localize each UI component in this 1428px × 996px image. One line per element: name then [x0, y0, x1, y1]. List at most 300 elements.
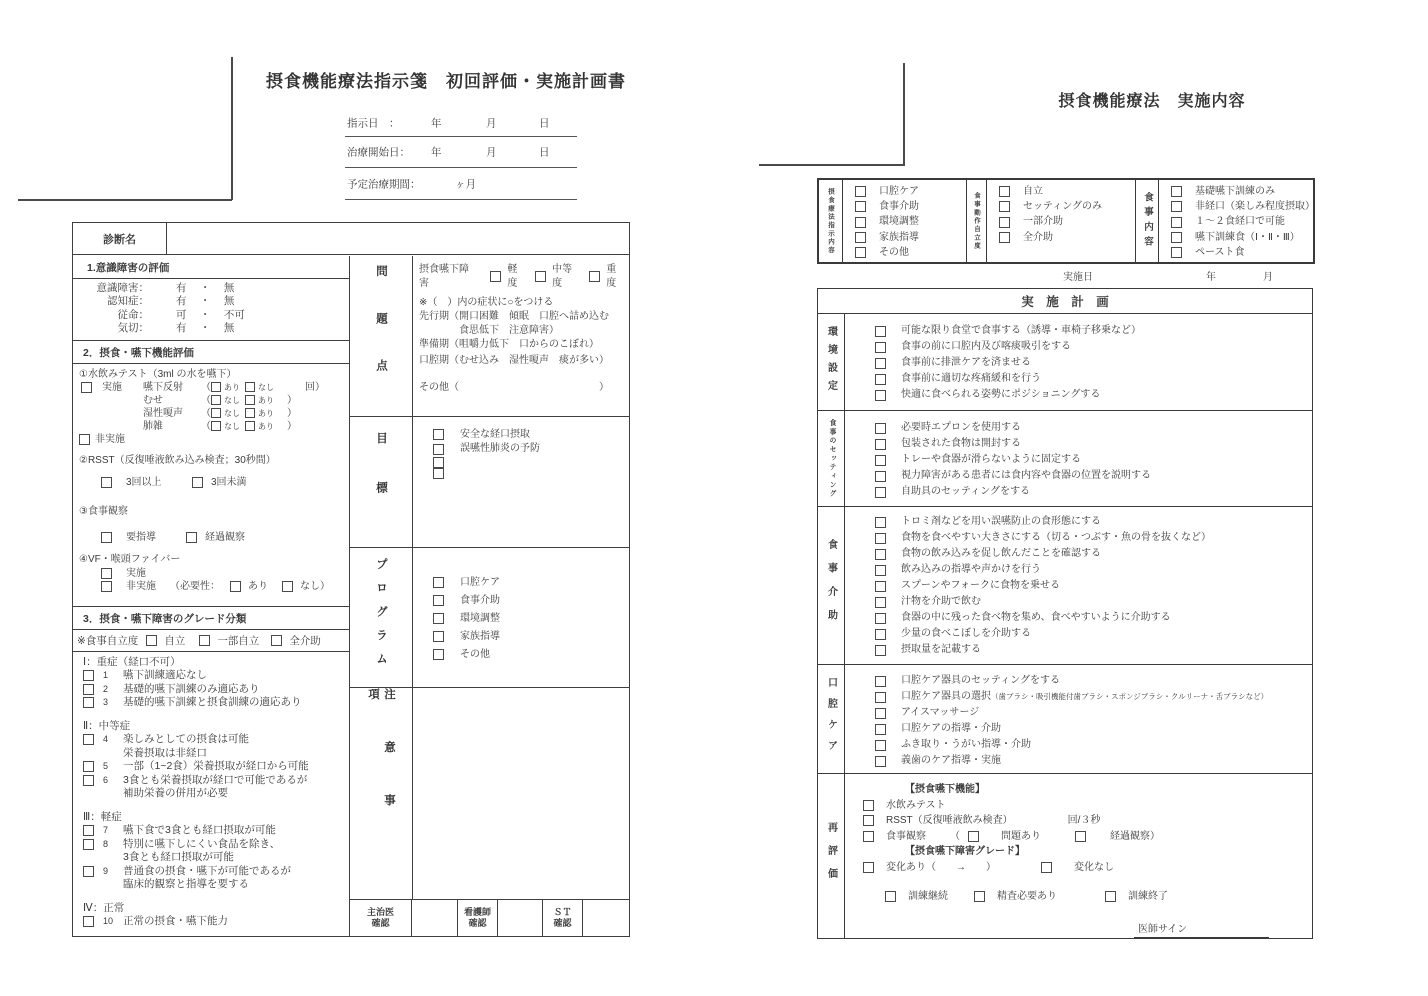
- checklist-item: [1171, 230, 1313, 245]
- checklist-item: [875, 371, 1312, 387]
- checkbox[interactable]: [875, 676, 886, 687]
- reeval-item: RSST（反復唾液飲み検査）: [886, 815, 1013, 826]
- meal-setting-checklist: [845, 411, 1312, 500]
- checklist-item-label: 一部介助: [1023, 216, 1063, 228]
- change-option: 変化なし: [1074, 861, 1114, 873]
- checkbox[interactable]: [433, 631, 444, 642]
- reeval-option: 経過観察）: [1110, 830, 1160, 842]
- checklist-item: [855, 214, 966, 229]
- rsst-title: ②RSST（反復唾液飲み込み検査；30秒間）: [79, 454, 276, 466]
- checkbox[interactable]: [146, 635, 157, 646]
- checkbox[interactable]: [589, 271, 600, 282]
- checkbox[interactable]: [1171, 186, 1182, 197]
- checklist-item-label: 口腔ケア器具の選択（歯ブラシ・吸引機能付歯ブラシ・スポンジブラシ・クルリーナ・舌ブラシなど）: [901, 691, 1269, 702]
- checkbox[interactable]: [974, 891, 985, 902]
- independence-prefix: ※食事自立度: [77, 634, 139, 647]
- checklist-item-label: 必要時エプロンを使用する: [901, 422, 1021, 433]
- checkbox[interactable]: [83, 839, 94, 850]
- month-label: 月: [486, 117, 497, 129]
- checkbox[interactable]: [81, 382, 92, 393]
- checkbox[interactable]: [1075, 831, 1086, 842]
- severity-option: 軽度: [507, 263, 518, 289]
- checklist-item-label: ふき取り・うがい指導・介助: [901, 739, 1031, 750]
- checkbox[interactable]: [855, 247, 866, 258]
- checkbox[interactable]: [83, 866, 94, 877]
- checkbox[interactable]: [863, 862, 874, 873]
- left-corner-mark-horizontal: [18, 199, 232, 201]
- right-corner-mark-vertical: [903, 63, 905, 165]
- checklist-item: [855, 199, 966, 214]
- checklist-item: [1171, 184, 1313, 199]
- section3-header: 3．摂食・嚥下障害のグレード分類: [73, 607, 349, 630]
- checklist-item: [433, 442, 629, 457]
- checkbox[interactable]: [433, 457, 444, 468]
- checklist-item: [875, 705, 1312, 721]
- checkbox[interactable]: [875, 740, 886, 751]
- paren: ）: [287, 394, 297, 406]
- checkbox[interactable]: [875, 692, 886, 703]
- meal-observation-title: ③食事観察: [79, 505, 128, 517]
- checkbox[interactable]: [863, 800, 874, 811]
- row-options[interactable]: 有 ・ 無: [176, 295, 235, 307]
- day-label: 日: [539, 117, 550, 129]
- checkbox[interactable]: [433, 444, 444, 455]
- checkbox[interactable]: [271, 635, 282, 646]
- checklist-item-label: 口腔ケアの指導・介助: [901, 723, 1001, 734]
- checklist-item: [875, 323, 1312, 339]
- checkbox[interactable]: [101, 532, 112, 543]
- checkbox[interactable]: [855, 217, 866, 228]
- checklist-item-label: トレーや食器が滑らないように固定する: [901, 454, 1081, 465]
- grade-number: 2: [103, 683, 109, 694]
- problem-label: 問題点: [375, 264, 387, 407]
- checkbox[interactable]: [875, 342, 886, 353]
- checkbox[interactable]: [875, 724, 886, 735]
- goal-checklist: [433, 428, 629, 479]
- meal-obs-option: 要指導: [126, 531, 156, 543]
- checklist-item: [875, 689, 1312, 705]
- checkbox[interactable]: [433, 429, 444, 440]
- checklist-item: [433, 457, 629, 468]
- checklist-item: [875, 578, 1312, 594]
- checkbox[interactable]: [186, 532, 197, 543]
- checklist-item: [999, 230, 1135, 245]
- option-label: あり: [258, 395, 274, 405]
- checklist-item-label: 口腔ケア: [879, 186, 919, 197]
- problem-line: 先行期（開口困難 傾眠 口腔へ詰め込む: [419, 310, 609, 322]
- checkbox[interactable]: [875, 565, 886, 576]
- checkbox[interactable]: [199, 635, 210, 646]
- checklist-item-label: 自立: [1023, 186, 1043, 197]
- checklist-item-label: 家族指導: [460, 630, 500, 642]
- checklist-item: [999, 214, 1135, 229]
- row-options[interactable]: 可 ・ 不可: [176, 308, 245, 321]
- checkbox[interactable]: [1171, 247, 1182, 258]
- checkbox[interactable]: [83, 734, 94, 745]
- checkbox[interactable]: [192, 477, 203, 488]
- goal-label: 目標: [375, 432, 387, 531]
- necessity-option: あり: [248, 580, 268, 592]
- implementation-date-label: 実施日: [1063, 272, 1093, 283]
- oral-care-checklist: [845, 665, 1312, 769]
- independence-option: 全介助: [289, 634, 321, 647]
- checkbox[interactable]: [83, 761, 94, 772]
- checkbox[interactable]: [83, 670, 94, 681]
- problem-line: 口腔期（むせ込み 湿性嗄声 痰が多い）: [419, 354, 609, 366]
- checklist-item: [1171, 245, 1313, 260]
- checklist-item-label: 食物を食べやすい大きさにする（切る・つぶす・魚の骨を抜くなど）: [901, 532, 1211, 543]
- checklist-item: [875, 387, 1312, 403]
- diagnosis-value-field[interactable]: [167, 223, 629, 254]
- meal-assist-section: [818, 507, 1312, 665]
- grade-number: 6: [103, 774, 109, 785]
- checkbox[interactable]: [875, 517, 886, 528]
- checkbox[interactable]: [875, 708, 886, 719]
- grade-text: 3食とも栄養摂取が経口で可能であるが: [123, 773, 308, 786]
- grade-text: 楽しみとしての摂食は可能: [123, 733, 249, 745]
- checkbox[interactable]: [855, 232, 866, 243]
- water-row-label: 嚥下反射: [143, 381, 183, 393]
- problem-note: ※（ ）内の症状に○をつける: [419, 296, 554, 308]
- checkbox[interactable]: [101, 477, 112, 488]
- checklist-item-label: 食事前に適切な疼痛緩和を行う: [901, 373, 1041, 384]
- evaluation-left-pane: [73, 256, 350, 937]
- checklist-item-label: ペースト食: [1195, 246, 1245, 258]
- implementation-plan-table: [817, 288, 1313, 939]
- day-label: 日: [539, 146, 550, 159]
- checklist-item: [875, 626, 1312, 642]
- environment-label: 環境設定: [825, 326, 837, 398]
- paren: （: [201, 381, 211, 393]
- checklist-item: [999, 199, 1135, 214]
- checklist-item: [855, 230, 966, 245]
- severity-prefix: 摂食嚥下障害: [419, 263, 469, 289]
- notes-label: 注意事項: [367, 687, 395, 847]
- checkbox[interactable]: [875, 581, 886, 592]
- grade-text: 基礎的嚥下訓練のみ適応あり: [123, 682, 260, 695]
- option-label: あり: [258, 408, 274, 418]
- checklist-item: [999, 184, 1135, 199]
- checkbox[interactable]: [433, 577, 444, 588]
- meal-assist-checklist: [845, 507, 1312, 658]
- checklist-item-label: 全介助: [1023, 231, 1053, 243]
- paren: （: [201, 420, 211, 432]
- checklist-item-label: 家族指導: [879, 231, 919, 243]
- checkbox[interactable]: [245, 382, 255, 392]
- rsst-count-suffix: 回/３秒: [1067, 815, 1101, 826]
- reevaluation-label: 再評価: [825, 821, 837, 891]
- vf-option: 実施: [126, 567, 146, 579]
- option-label: あり: [258, 421, 274, 431]
- not-implement-label: 非実施: [95, 433, 125, 445]
- checklist-item-note: （歯ブラシ・吸引機能付歯ブラシ・スポンジブラシ・クルリーナ・舌ブラシなど）: [991, 692, 1269, 701]
- instruction-content-checklist: [843, 180, 967, 262]
- checklist-item-label: アイスマッサージ: [901, 707, 980, 718]
- st-confirm-field[interactable]: [583, 900, 629, 937]
- checkbox[interactable]: [875, 326, 886, 337]
- notes-field[interactable]: [413, 688, 629, 899]
- checklist-item: [433, 646, 629, 664]
- grade-heading: 【摂食嚥下障害グレード】: [905, 846, 1025, 857]
- diagnosis-label: 診断名: [73, 223, 167, 254]
- instruction-content-header: 摂食療法指示内容: [819, 180, 843, 262]
- checkbox[interactable]: [101, 581, 112, 592]
- checklist-item: [433, 628, 629, 646]
- grade-text-cont: 栄養摂取は非経口: [123, 746, 207, 759]
- checkbox[interactable]: [433, 468, 444, 479]
- row-label: 認知症：: [107, 295, 149, 307]
- checkbox[interactable]: [875, 471, 886, 482]
- outcome-option: 精査必要あり: [997, 891, 1057, 902]
- program-label: プログラム: [375, 558, 387, 676]
- checkbox[interactable]: [863, 831, 874, 842]
- checkbox[interactable]: [885, 891, 896, 902]
- checkbox[interactable]: [875, 597, 886, 608]
- checkbox[interactable]: [83, 825, 94, 836]
- evaluation-right-pane: [350, 256, 629, 937]
- date-fields-block: [345, 109, 577, 200]
- checklist-item: [875, 339, 1312, 355]
- checklist-item: [875, 546, 1312, 562]
- checkbox[interactable]: [1171, 217, 1182, 228]
- checkbox[interactable]: [863, 815, 874, 826]
- checkbox[interactable]: [875, 645, 886, 656]
- count-suffix: 回）: [305, 381, 325, 393]
- checkbox[interactable]: [1041, 862, 1052, 873]
- checkbox[interactable]: [83, 697, 94, 708]
- checklist-item: [875, 468, 1312, 484]
- grade-group-heading: Ⅳ：正常: [83, 901, 125, 914]
- checklist-item-label: １～２食経口で可能: [1195, 216, 1285, 228]
- doctor-signature-field[interactable]: [1134, 920, 1269, 938]
- checkbox[interactable]: [230, 581, 241, 592]
- checklist-item-label: 汁物を介助で飲む: [901, 596, 981, 607]
- checkbox[interactable]: [855, 201, 866, 212]
- year-label: 年: [431, 117, 442, 129]
- left-page-title: 摂食機能療法指示箋 初回評価・実施計画書: [266, 72, 626, 91]
- checkbox[interactable]: [1105, 891, 1116, 902]
- vf-title: ④VF・喉頭ファイバー: [79, 553, 181, 565]
- rsst-option: 3回以上: [126, 476, 162, 488]
- checkbox[interactable]: [999, 186, 1010, 197]
- checklist-item: [875, 610, 1312, 626]
- checklist-item-label: 食器の中に残った食べ物を集め、食べやすいように介助する: [901, 612, 1171, 623]
- grade-group-heading: Ⅲ：軽症: [83, 810, 122, 823]
- row-options[interactable]: 有 ・ 無: [176, 322, 235, 334]
- checklist-item: [875, 753, 1312, 769]
- grade-text: 普通食の摂食・嚥下が可能であるが: [123, 864, 291, 877]
- option-label: なし: [224, 408, 240, 418]
- row-label: 従命：: [117, 308, 149, 321]
- order-date-row: [345, 109, 577, 137]
- left-corner-mark-vertical: [231, 57, 233, 200]
- checkbox[interactable]: [875, 423, 886, 434]
- checklist-item-label: その他: [879, 246, 909, 258]
- checklist-item-label: 環境調整: [460, 612, 500, 624]
- water-test-title: ①水飲みテスト（3ml の水を嚥下）: [79, 368, 237, 380]
- checklist-item-label: 快適に食べられる姿勢にポジショニングする: [901, 389, 1101, 400]
- checklist-item: [875, 514, 1312, 530]
- meal-content-header: 食事内容: [1136, 180, 1159, 262]
- problem-other[interactable]: その他（ ）: [419, 381, 609, 393]
- checkbox[interactable]: [875, 455, 886, 466]
- option-label: なし: [224, 421, 240, 431]
- checkbox[interactable]: [875, 390, 886, 401]
- environment-checklist: [845, 314, 1312, 403]
- checkbox[interactable]: [211, 408, 221, 418]
- checkbox[interactable]: [1171, 201, 1182, 212]
- checkbox[interactable]: [875, 629, 886, 640]
- months-unit-label: ヶ月: [455, 178, 476, 190]
- checklist-item: [855, 245, 966, 260]
- doctor-confirm-label: 主治医 確認: [350, 900, 412, 937]
- checklist-item-label: 口腔ケア器具のセッティングをする: [901, 675, 1060, 686]
- section1-rows: [73, 279, 349, 341]
- vf-option: 非実施: [126, 580, 156, 592]
- grade-text-cont: 3食とも経口摂取が可能: [123, 851, 234, 863]
- grade-number: 7: [103, 825, 109, 835]
- checklist-item: [875, 737, 1312, 753]
- st-confirm-label: ＳＴ 確認: [543, 900, 583, 937]
- checkbox[interactable]: [101, 568, 112, 579]
- reevaluation-section: [818, 774, 1312, 938]
- checklist-item: [1171, 214, 1313, 229]
- checkbox[interactable]: [999, 201, 1010, 212]
- plan-title: 実 施 計 画: [818, 289, 1312, 314]
- checkbox[interactable]: [83, 916, 94, 927]
- grade-number: 5: [103, 761, 109, 771]
- doctor-confirm-field[interactable]: [412, 900, 458, 937]
- grade-text: 正常の摂食・嚥下能力: [123, 915, 228, 927]
- checklist-item-label: トロミ剤などを用い誤嚥防止の食形態にする: [901, 516, 1101, 527]
- checkbox[interactable]: [433, 595, 444, 606]
- row-options[interactable]: 有 ・ 無: [176, 281, 235, 294]
- planned-period-row: [345, 168, 577, 200]
- paren: （: [201, 394, 211, 406]
- checkbox[interactable]: [968, 831, 979, 842]
- checkbox[interactable]: [245, 421, 255, 431]
- checklist-item: [875, 673, 1312, 689]
- grade-text: 特別に嚥下しにくい食品を除き、: [123, 837, 281, 850]
- paren: ）: [287, 407, 297, 419]
- grade-text-cont: 臨床的観察と指導を要する: [123, 878, 249, 890]
- checklist-item-label: 摂取量を記載する: [901, 644, 981, 655]
- oral-care-label: 口腔ケア: [825, 677, 837, 761]
- right-corner-mark-horizontal: [759, 164, 905, 166]
- meal-setting-label: 食事のセッティング: [828, 418, 835, 499]
- checkbox[interactable]: [855, 186, 866, 197]
- checkbox[interactable]: [875, 613, 886, 624]
- checkbox[interactable]: [83, 775, 94, 786]
- checklist-item-label: 食事前に排泄ケアを済ませる: [901, 357, 1031, 368]
- goal-section: [350, 417, 629, 548]
- checkbox[interactable]: [999, 217, 1010, 228]
- checkbox[interactable]: [282, 581, 293, 592]
- checkbox[interactable]: [211, 421, 221, 431]
- grade-number: 4: [103, 734, 109, 744]
- grade-text: 嚥下訓練適応なし: [123, 669, 207, 681]
- grade-number: 3: [103, 697, 109, 707]
- water-row-label: 湿性嗄声: [143, 407, 183, 419]
- month-label: 月: [486, 146, 497, 159]
- water-row-label: むせ: [143, 394, 163, 406]
- checkbox[interactable]: [875, 374, 886, 385]
- severity-option: 中等度: [552, 263, 573, 289]
- program-section: [350, 548, 629, 688]
- program-checklist: [433, 574, 629, 664]
- checkbox[interactable]: [1171, 232, 1182, 243]
- year-label: 年: [431, 146, 442, 159]
- necessity-option: なし）: [300, 580, 330, 592]
- checkbox[interactable]: [875, 549, 886, 560]
- checklist-item-label: 非経口（楽しみ程度摂取）: [1195, 201, 1315, 213]
- swallow-function-heading: 【摂食嚥下機能】: [905, 784, 985, 795]
- checklist-item-label: 食事介助: [460, 594, 500, 606]
- checkbox[interactable]: [433, 613, 444, 624]
- severity-option: 重度: [606, 263, 617, 289]
- checklist-item: [875, 530, 1312, 546]
- doctor-signature-label: 医師サイン: [1138, 924, 1188, 935]
- checklist-item-label: 嚥下訓練食（Ⅰ・Ⅱ・Ⅲ）: [1195, 231, 1300, 243]
- reeval-option: 問題あり: [1001, 830, 1041, 842]
- checkbox[interactable]: [535, 271, 546, 282]
- checklist-item: [1171, 199, 1313, 214]
- checkbox[interactable]: [211, 395, 221, 405]
- checklist-item-label: セッティングのみ: [1023, 201, 1102, 213]
- checkbox[interactable]: [999, 232, 1010, 243]
- checklist-item-label: 基礎嚥下訓練のみ: [1195, 186, 1275, 197]
- option-label: あり: [224, 382, 240, 392]
- checklist-item: [433, 574, 629, 592]
- notes-section: [350, 688, 629, 900]
- water-row-label: 肺雑: [143, 420, 163, 432]
- checkbox[interactable]: [211, 382, 221, 392]
- necessity-label: （必要性：: [170, 580, 220, 592]
- checkbox[interactable]: [490, 271, 501, 282]
- checklist-item-label: スプーンやフォークに食物を乗せる: [901, 580, 1060, 591]
- checkbox[interactable]: [83, 684, 94, 695]
- severity-row: [419, 263, 625, 291]
- checkbox[interactable]: [875, 756, 886, 767]
- nurse-confirm-field[interactable]: [498, 900, 543, 937]
- checkbox[interactable]: [875, 439, 886, 450]
- independence-option: 自立: [164, 634, 186, 647]
- change-option: 変化あり（ → ）: [886, 861, 996, 873]
- checklist-item: [855, 184, 966, 199]
- meal-assist-label: 食事介助: [825, 538, 837, 633]
- paren: ）: [287, 420, 297, 432]
- checklist-item-label: 視力障害がある患者には食内容や食器の位置を説明する: [901, 470, 1151, 481]
- grade-text: 嚥下食で3食とも経口摂取が可能: [123, 824, 276, 836]
- checkbox[interactable]: [245, 395, 255, 405]
- grade-classification: [73, 652, 349, 937]
- treatment-start-label: 治療開始日：: [347, 146, 410, 159]
- checkbox[interactable]: [875, 533, 886, 544]
- checkbox[interactable]: [245, 408, 255, 418]
- checkbox[interactable]: [433, 649, 444, 660]
- checkbox[interactable]: [875, 358, 886, 369]
- checkbox[interactable]: [79, 434, 90, 445]
- meal-setting-section: [818, 411, 1312, 507]
- confirmation-row: [350, 900, 629, 937]
- paren: （: [201, 407, 211, 419]
- grade-group-heading: Ⅱ：中等症: [83, 719, 131, 732]
- grade-text-cont: 補助栄養の併用が必要: [123, 787, 228, 799]
- checklist-item: [875, 562, 1312, 578]
- year-label: 年: [1206, 272, 1216, 283]
- checkbox[interactable]: [875, 487, 886, 498]
- checklist-item-label: 食事介助: [879, 201, 919, 213]
